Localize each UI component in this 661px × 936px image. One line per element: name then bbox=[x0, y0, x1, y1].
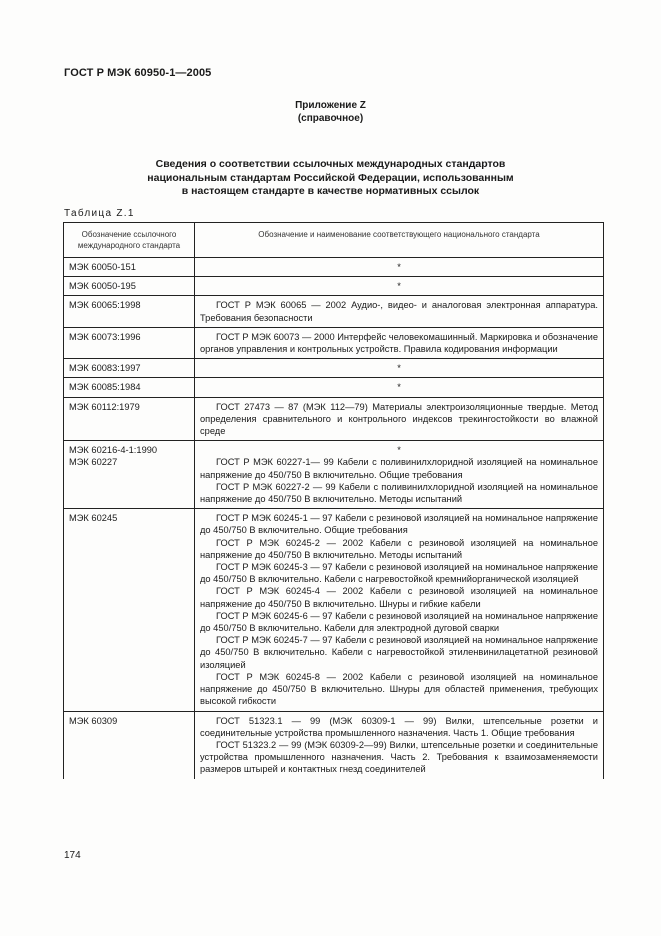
table-row bbox=[64, 378, 604, 397]
column-header-international: Обозначение ссылочного международного стандарта bbox=[64, 223, 195, 258]
national-standard-cell bbox=[195, 441, 604, 509]
international-standard-code: МЭК 60065:1998 bbox=[69, 300, 141, 311]
national-standard-entry: ГОСТ Р МЭК 60065 — 2002 Аудио-, видео- и аналоговая электронная аппаратура. Требования безопасности bbox=[200, 300, 598, 323]
national-standard-entry: ГОСТ Р МЭК 60245-3 — 97 Кабели с резиновой изоляцией на номинальное напряжение до 450/750 В включительно. Кабели с нагревостойкой кремнийорганической изоляцией bbox=[200, 562, 598, 585]
national-standard-entry: ГОСТ Р МЭК 60245-7 — 97 Кабели с резиновой изоляцией на номинальное напряжение до 450/750 В включительно. Кабели с нагревостойкой этиленвинилацетатной резиновой изоляцией bbox=[200, 635, 598, 670]
table-row bbox=[64, 711, 604, 779]
national-standard-entry: ГОСТ 51323.1 — 99 (МЭК 60309-1 — 99) Вилки, штепсельные розетки и соединительные устройства промышленного назначения. Часть 1. Общие требования bbox=[200, 715, 598, 738]
heading-line: Сведения о соответствии ссылочных международных стандартов bbox=[155, 158, 506, 170]
national-standard-cell bbox=[195, 296, 604, 327]
national-standard-cell bbox=[195, 327, 604, 358]
national-standard-entry: ГОСТ Р МЭК 60245-1 — 97 Кабели с резиновой изоляцией на номинальное напряжение до 450/750 В включительно. Общие требования bbox=[200, 513, 598, 536]
page-number: 174 bbox=[64, 850, 81, 861]
international-standard-cell bbox=[64, 277, 195, 296]
annex-type: (справочное) bbox=[297, 113, 364, 124]
national-standard-entry: ГОСТ Р МЭК 60245-2 — 2002 Кабели с резиновой изоляцией на номинальное напряжение до 450/750 В включительно. Методы испытаний bbox=[200, 537, 598, 560]
table-label: Таблица Z.1 bbox=[64, 208, 135, 219]
international-standard-cell bbox=[64, 441, 195, 509]
international-standard-code: МЭК 60085:1984 bbox=[69, 382, 141, 393]
international-standard-code: МЭК 60309 bbox=[69, 715, 118, 726]
international-standard-code: МЭК 60245 bbox=[69, 513, 118, 524]
national-standard-cell bbox=[195, 277, 604, 296]
national-standard-cell bbox=[195, 378, 604, 397]
international-standard-code: МЭК 60050-195 bbox=[69, 281, 136, 292]
table-row bbox=[64, 327, 604, 358]
international-standard-code: МЭК 60112:1979 bbox=[69, 401, 140, 412]
table-row bbox=[64, 397, 604, 441]
no-equivalent-marker: * bbox=[397, 445, 401, 456]
international-standard-cell bbox=[64, 378, 195, 397]
national-standard-cell bbox=[195, 711, 604, 779]
international-standard-cell bbox=[64, 509, 195, 711]
correspondence-table bbox=[63, 222, 604, 779]
national-standard-entry: ГОСТ Р МЭК 60245-6 — 97 Кабели с резиновой изоляцией на номинальное напряжение до 450/750 В включительно. Кабели для электродной дуговой сварки bbox=[200, 610, 598, 634]
table-row bbox=[64, 258, 604, 277]
international-standard-cell bbox=[64, 327, 195, 358]
national-standard-entry: ГОСТ Р МЭК 60227-1— 99 Кабели с поливинилхлоридной изоляцией на номинальное напряжение до 450/750 В включительно. Общие требования bbox=[200, 457, 598, 480]
table-row bbox=[64, 441, 604, 509]
international-standard-cell bbox=[64, 359, 195, 378]
table-row bbox=[64, 277, 604, 296]
column-header-national: Обозначение и наименование соответствующего национального стандарта bbox=[195, 223, 604, 258]
no-equivalent-marker: * bbox=[397, 363, 401, 374]
national-standard-cell bbox=[195, 359, 604, 378]
international-standard-cell bbox=[64, 397, 195, 441]
no-equivalent-marker: * bbox=[397, 382, 401, 393]
international-standard-cell bbox=[64, 296, 195, 327]
table-row bbox=[64, 296, 604, 327]
national-standard-cell bbox=[195, 397, 604, 441]
international-standard-cell bbox=[64, 711, 195, 779]
national-standard-entry: ГОСТ 27473 — 87 (МЭК 112—79) Материалы электроизоляционные твердые. Метод определения сравнительного и контрольного индексов трекингостойкости во влажной среде bbox=[200, 401, 598, 437]
national-standard-entry: ГОСТ Р МЭК 60073 — 2000 Интерфейс человекомашинный. Маркировка и обозначение органов управления и контрольных устройств. Правила кодирования информации bbox=[200, 331, 598, 355]
national-standard-entry: ГОСТ 51323.2 — 99 (МЭК 60309-2—99) Вилки, штепсельные розетки и соединительные устройства промышленного назначения. Часть 2. Требования к взаимозаменяемости размеров штырей и контактных гнезд соединителей bbox=[200, 739, 598, 775]
international-standard-cell bbox=[64, 258, 195, 277]
section-heading bbox=[0, 158, 661, 199]
annex-title bbox=[0, 99, 661, 125]
table-row bbox=[64, 359, 604, 378]
international-standard-code: МЭК 60083:1997 bbox=[69, 363, 141, 374]
annex-label: Приложение Z bbox=[295, 100, 366, 111]
national-standard-entry: ГОСТ Р МЭК 60227-2 — 99 Кабели с поливинилхлоридной изоляцией на номинальное напряжение до 450/750 В включительно. Методы испытаний bbox=[200, 481, 598, 505]
national-standard-cell bbox=[195, 258, 604, 277]
table-row bbox=[64, 509, 604, 711]
no-equivalent-marker: * bbox=[397, 262, 401, 272]
national-standard-entry: ГОСТ Р МЭК 60245-8 — 2002 Кабели с резиновой изоляцией на номинальное напряжение до 450/750 В включительно. Шнуры для областей применения, требующих высокой гибкости bbox=[200, 671, 598, 707]
national-standard-cell bbox=[195, 509, 604, 711]
international-standard-code: МЭК 60050-151 bbox=[69, 262, 136, 272]
heading-line: национальным стандартам Российской Федерации, использованным bbox=[147, 171, 514, 184]
table-header-row bbox=[64, 223, 604, 258]
no-equivalent-marker: * bbox=[397, 281, 401, 292]
document-code: ГОСТ Р МЭК 60950-1—2005 bbox=[64, 67, 212, 79]
international-standard-code: МЭК 60227 bbox=[69, 457, 118, 468]
international-standard-code: МЭК 60073:1996 bbox=[69, 331, 141, 342]
heading-line: в настоящем стандарте в качестве нормативных ссылок bbox=[181, 185, 480, 197]
national-standard-entry: ГОСТ Р МЭК 60245-4 — 2002 Кабели с резиновой изоляцией на номинальное напряжение до 450/750 В включительно. Шнуры и гибкие кабели bbox=[200, 586, 598, 609]
international-standard-code: МЭК 60216-4-1:1990 bbox=[69, 445, 158, 456]
